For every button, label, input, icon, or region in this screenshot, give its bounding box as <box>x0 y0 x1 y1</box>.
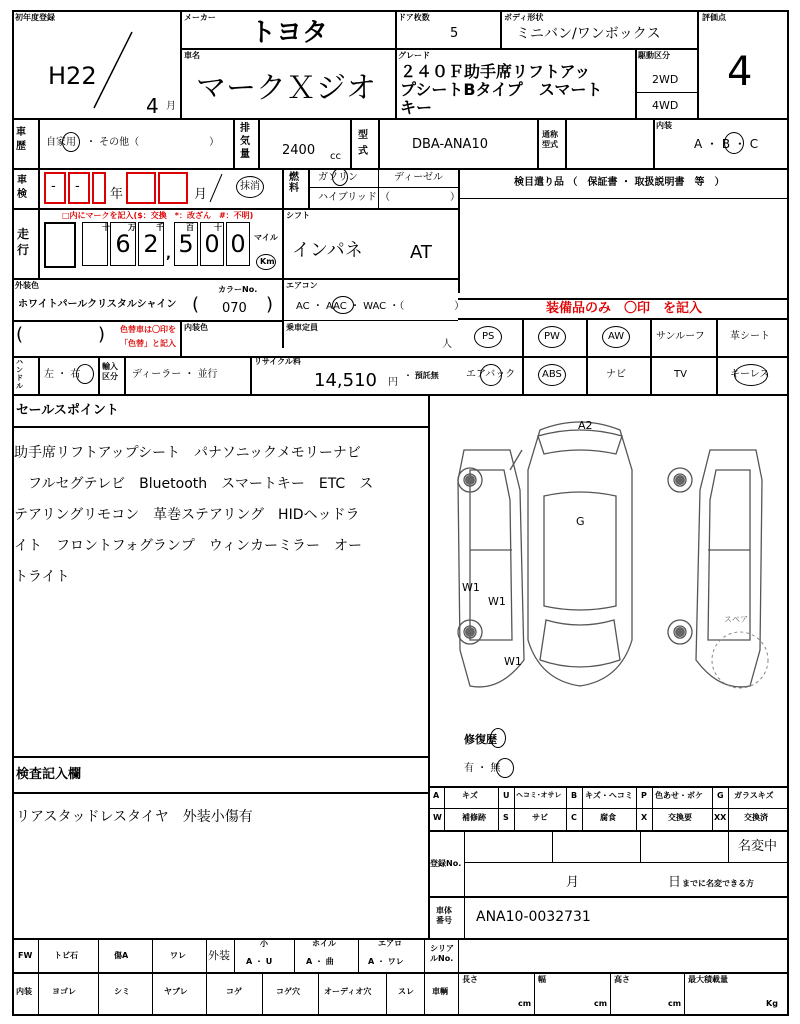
selection-circle <box>538 364 566 386</box>
chassis-value: ANA10-0032731 <box>476 909 591 925</box>
drive-4wd[interactable]: 4WD <box>652 99 679 112</box>
first-reg-month: 4 <box>146 94 159 118</box>
divider <box>640 830 641 862</box>
divider <box>308 187 458 188</box>
equip-navi[interactable]: ナビ <box>606 369 626 380</box>
divider <box>38 208 40 278</box>
selection-circle <box>332 296 354 314</box>
divider <box>350 118 352 168</box>
divider <box>458 938 459 1016</box>
recycle-unit: 円 <box>388 377 398 388</box>
shift-type: AT <box>410 242 432 263</box>
bottom-item: オーディオ穴 <box>324 987 372 996</box>
recycle-deposit[interactable]: ・ 預託無 <box>404 371 439 380</box>
selection-circle <box>496 758 514 778</box>
grade-line2: プシートBタイプ スマート <box>400 80 603 99</box>
selection-circle <box>76 364 94 384</box>
legend-text: キズ・ヘコミ <box>585 791 633 800</box>
divider <box>728 830 729 862</box>
shaken-box <box>126 172 156 204</box>
recycle-label: リサイクル料 <box>254 357 301 366</box>
divider <box>428 830 789 832</box>
capacity-unit: 人 <box>442 339 452 350</box>
divider <box>12 426 428 428</box>
interior-label: 内装 <box>656 121 672 130</box>
divider <box>378 118 380 168</box>
wheel-options[interactable]: A ・ 曲 <box>306 957 334 966</box>
ext-label: 外装 <box>208 949 230 962</box>
drive-2wd[interactable]: 2WD <box>652 73 679 86</box>
selection-circle <box>236 176 264 198</box>
sales-line: トライト <box>14 569 70 585</box>
divider <box>308 168 310 208</box>
color-no-label: カラーNo. <box>218 285 258 294</box>
divider <box>635 92 697 93</box>
month-unit: 月 <box>166 101 176 112</box>
odometer-digit: 0 <box>226 222 250 266</box>
ext-color-label: 外装色 <box>15 281 39 290</box>
import-label: 輸入区分 <box>102 362 118 381</box>
name-change-label: 名変中 <box>738 839 778 854</box>
divider <box>534 972 535 1016</box>
legend-text: 補修跡 <box>462 813 486 822</box>
small-options[interactable]: A ・ U <box>246 957 273 966</box>
divider <box>12 320 282 322</box>
serial-label: シリアルNo. <box>430 944 454 963</box>
body-value: ミニバン/ワンボックス <box>516 26 661 42</box>
divider <box>428 808 789 809</box>
divider <box>565 118 567 168</box>
divider <box>653 118 655 168</box>
digit-unit: 万 <box>128 223 136 232</box>
divider <box>206 938 207 1016</box>
divider <box>12 208 458 210</box>
reg-month: 月 <box>566 875 580 890</box>
divider <box>635 48 637 118</box>
repair-options[interactable]: 有 ・ 無 <box>464 763 501 774</box>
legend-text: 交換要 <box>668 813 692 822</box>
divider <box>464 830 465 896</box>
shaken-dash: - <box>75 179 80 194</box>
cm-unit: cm <box>594 999 608 1008</box>
shaken-expired[interactable]: 抹消 <box>240 181 260 192</box>
selection-circle <box>734 364 768 386</box>
small-label: 小 <box>260 939 268 948</box>
divider <box>424 938 425 1016</box>
usage-label: 車歴 <box>16 127 26 152</box>
reg-day: 日 <box>668 875 682 890</box>
fuel-hybrid[interactable]: ハイブリッド <box>318 192 377 203</box>
divider <box>636 786 637 830</box>
sales-points-body <box>14 442 426 597</box>
divider <box>498 786 499 830</box>
legend-text: 色あせ・ボケ <box>655 791 703 800</box>
shift-position: インパネ <box>292 240 363 261</box>
drive-label: 駆動区分 <box>638 51 670 60</box>
legend-code: C <box>571 813 577 822</box>
divider <box>282 168 284 208</box>
divider <box>180 48 697 50</box>
divider <box>464 862 789 863</box>
divider <box>12 278 458 280</box>
comma: , <box>166 247 171 262</box>
divider <box>318 972 319 1016</box>
int-label: 内装 <box>16 987 32 996</box>
kg-unit: Kg <box>766 999 778 1008</box>
fuel-gas[interactable]: ガソリン <box>318 172 358 183</box>
legend-code: A <box>433 791 440 800</box>
divider <box>124 356 126 394</box>
paren-right: ) <box>98 324 106 345</box>
shaken-box <box>158 172 188 204</box>
bottom-item: トビ石 <box>54 951 78 960</box>
legend-code: S <box>503 813 509 822</box>
handle-label: ハンドル <box>16 358 23 390</box>
mileage-mark-box[interactable] <box>44 222 76 268</box>
divider <box>395 10 397 118</box>
equip-leather[interactable]: 革シート <box>730 331 770 342</box>
interior-grades[interactable]: A ・ B ・ C <box>694 137 759 151</box>
grade-line1: ２４０Ｆ助手席リフトアッ <box>400 62 591 81</box>
legend-code: G <box>717 791 724 800</box>
paren-left: ( <box>192 294 200 315</box>
divider <box>428 896 789 898</box>
selection-circle <box>538 326 566 348</box>
divider <box>38 118 40 168</box>
first-reg-era: H22 <box>48 62 97 90</box>
equip-airbag[interactable]: エアバック <box>466 369 516 380</box>
divider <box>386 972 387 1016</box>
fuel-label: 燃料 <box>289 172 299 194</box>
bottom-item: 傷A <box>114 951 129 960</box>
divider <box>552 830 553 862</box>
divider <box>282 320 458 321</box>
damage-mark-a2: A2 <box>578 419 593 432</box>
legend-code: B <box>571 791 578 800</box>
shaken-label: 車検 <box>17 175 27 200</box>
bottom-item: ワレ <box>170 951 186 960</box>
cm-unit: cm <box>518 999 532 1008</box>
divider <box>428 786 789 788</box>
divider <box>294 938 295 972</box>
odometer-digit: 0 <box>200 222 224 266</box>
divider <box>537 118 539 168</box>
digit-unit: 十 <box>102 223 110 232</box>
equip-abs[interactable]: ABS <box>542 369 562 380</box>
equip-aw[interactable]: AW <box>608 331 625 342</box>
aero-options[interactable]: A ・ ワレ <box>368 957 404 966</box>
divider <box>582 786 583 830</box>
ac-label: エアコン <box>286 281 318 290</box>
int-color-label: 内装色 <box>184 323 208 332</box>
sales-line: 助手席リフトアップシート パナソニックメモリーナビ <box>14 445 361 461</box>
mileage-label: 走行 <box>17 227 30 257</box>
fuel-other: （ ） <box>380 192 460 203</box>
divider <box>458 318 789 320</box>
divider <box>38 168 40 208</box>
legend-text: ガラスキズ <box>734 791 774 800</box>
mileage-note: □内にマークを記入($：交換 *：改ざん #：不明) <box>62 211 254 220</box>
equip-keyless[interactable]: キーレス <box>730 369 770 380</box>
color-change-note: 「色替」と記入 <box>120 339 176 348</box>
damage-mark-w1: W1 <box>488 595 506 608</box>
bottom-item: ヤブレ <box>164 987 188 996</box>
divider <box>38 356 40 394</box>
digit-unit: 千 <box>156 223 164 232</box>
dims-label: 車輌 <box>432 987 448 996</box>
selection-circle <box>602 326 630 348</box>
divider <box>728 786 729 830</box>
legend-text: 交換済 <box>744 813 768 822</box>
disp-label: 排気量 <box>240 123 250 160</box>
damage-mark-g: G <box>576 515 585 528</box>
odometer-digit: 6 <box>110 222 136 266</box>
legend-text: 腐食 <box>600 813 616 822</box>
length-label: 長さ <box>462 975 478 984</box>
divider <box>98 938 99 1016</box>
divider <box>12 792 428 794</box>
sales-line: イト フロントフォグランプ ウィンカーミラー オー <box>14 538 363 554</box>
legend-text: ヘコミ･オサレ <box>516 791 562 799</box>
divider <box>464 896 465 938</box>
divider <box>233 118 235 168</box>
divider <box>258 118 260 168</box>
divider <box>152 938 153 1016</box>
selection-circle <box>332 168 348 186</box>
divider <box>180 10 182 118</box>
damage-mark-w1: W1 <box>462 581 480 594</box>
shift-label: シフト <box>286 211 310 220</box>
divider <box>98 356 100 394</box>
divider <box>428 394 430 938</box>
selection-circle <box>480 364 502 386</box>
fw-label: FW <box>18 951 33 960</box>
legend-text: キズ <box>462 791 478 800</box>
legend-text: サビ <box>532 813 548 822</box>
divider <box>697 10 699 118</box>
ext-color-name: ホワイトパールクリスタルシャイン <box>18 299 177 310</box>
shaken-month-unit: 月 <box>194 187 208 202</box>
selection-circle <box>724 132 744 154</box>
divider <box>610 972 611 1016</box>
shaken-dash: - <box>51 179 56 194</box>
legend-code: P <box>641 791 647 800</box>
slash-mark <box>90 30 140 110</box>
disp-value: 2400 <box>282 143 316 158</box>
digit-unit: 百 <box>186 223 194 232</box>
car-name-value: マークＸジオ <box>196 71 376 106</box>
unit-mile[interactable]: マイル <box>254 233 278 242</box>
doors-label: ドア枚数 <box>398 13 430 22</box>
disp-unit: cc <box>330 151 341 162</box>
legend-code: U <box>503 791 510 800</box>
spare-label: スペア <box>724 615 748 624</box>
divider <box>458 198 789 199</box>
paren-left: ( <box>16 324 24 345</box>
car-name-label: 車名 <box>184 51 200 60</box>
inspector-title: 検査記入欄 <box>16 767 82 782</box>
divider <box>12 168 789 170</box>
doors-value: 5 <box>450 26 459 41</box>
score-value: 4 <box>727 49 753 95</box>
usage-options[interactable]: 自家用 ・ その他（ ） <box>46 137 220 148</box>
max-load-label: 最大積載量 <box>688 975 728 984</box>
digit-unit: 十 <box>214 223 222 232</box>
common-label: 通称型式 <box>542 130 558 149</box>
unit-km[interactable]: Km <box>260 257 275 266</box>
divider <box>712 786 713 830</box>
divider <box>12 118 789 120</box>
paren-right: ) <box>266 294 274 315</box>
bottom-item: コゲ穴 <box>276 987 300 996</box>
damage-mark-w1: W1 <box>504 655 522 668</box>
grade-label: グレード <box>398 51 430 60</box>
legend-code: X <box>641 813 648 822</box>
equip-sunroof[interactable]: サンルーフ <box>656 331 705 342</box>
repair-title: 修復歴 <box>464 733 497 746</box>
color-no-value: 070 <box>222 301 247 316</box>
aero-label: エアロ <box>378 939 402 948</box>
divider <box>566 786 567 830</box>
grade-line3: キー <box>400 98 433 117</box>
fuel-diesel[interactable]: ディーゼル <box>394 172 443 183</box>
maker-label: メーカー <box>184 13 216 22</box>
equipment-title: 装備品のみ 〇印 を記入 <box>546 301 703 316</box>
divider <box>180 320 182 356</box>
inspector-note: リアスタッドレスタイヤ 外装小傷有 <box>16 809 253 825</box>
divider <box>514 786 515 830</box>
selection-circle <box>474 326 502 348</box>
model-label: 型式 <box>358 130 368 157</box>
divider <box>378 168 379 208</box>
equip-tv[interactable]: TV <box>674 369 687 380</box>
legend-code: XX <box>714 813 727 822</box>
divider <box>458 298 789 300</box>
bottom-item: ヨゴレ <box>52 987 76 996</box>
reg-no-label: 登録No. <box>430 859 462 868</box>
odometer-digit: 2 <box>138 222 164 266</box>
divider <box>684 972 685 1016</box>
shaken-box <box>92 172 106 204</box>
selection-circle <box>256 254 276 270</box>
divider <box>234 938 235 972</box>
equip-pw[interactable]: PW <box>544 331 560 342</box>
divider <box>262 972 263 1016</box>
handle-options[interactable]: 左 ・ 右 <box>44 369 81 380</box>
divider <box>500 10 502 50</box>
sales-line: テアリングリモコン 革巻ステアリング HIDヘッドラ <box>14 507 360 523</box>
height-label: 高さ <box>614 975 630 984</box>
selection-circle <box>62 132 80 152</box>
width-label: 幅 <box>538 975 546 984</box>
divider <box>458 168 460 293</box>
recycle-value: 14,510 <box>314 370 377 391</box>
body-label: ボディ形状 <box>504 13 544 22</box>
equip-ps[interactable]: PS <box>482 331 495 342</box>
reg-deadline: までに名変できる方 <box>682 879 754 888</box>
divider <box>12 972 789 974</box>
divider <box>444 786 445 830</box>
bottom-item: コゲ <box>226 987 242 996</box>
selection-circle <box>490 728 506 748</box>
color-change-note: 色替車は〇印を <box>120 325 176 334</box>
wheel-label: ホイル <box>312 939 336 948</box>
chassis-label: 車体番号 <box>436 906 452 925</box>
divider <box>12 394 789 396</box>
divider <box>12 756 428 758</box>
ac-options[interactable]: AC ・ AAC ・ WAC ・（ ） <box>296 301 465 312</box>
divider <box>12 356 458 358</box>
model-value: DBA-ANA10 <box>412 137 488 152</box>
first-reg-label: 初年度登録 <box>15 13 55 22</box>
score-label: 評価点 <box>702 13 726 22</box>
bottom-item: スレ <box>398 987 414 996</box>
bottom-item: シミ <box>114 987 130 996</box>
maker-value: トヨタ <box>250 18 329 48</box>
cm-unit: cm <box>668 999 682 1008</box>
divider <box>358 938 359 972</box>
divider <box>38 938 39 1016</box>
divider <box>458 356 789 358</box>
legend-code: W <box>433 813 442 822</box>
sales-line: フルセグテレビ Bluetooth スマートキー ETC ス <box>14 476 374 492</box>
divider <box>250 356 252 394</box>
odometer-digit: 5 <box>174 222 198 266</box>
divider <box>652 786 653 830</box>
slash-mark <box>206 172 226 204</box>
import-options[interactable]: ディーラー ・ 並行 <box>132 369 218 380</box>
shaken-year-unit: 年 <box>110 187 124 202</box>
sales-points-title: セールスポイント <box>16 403 119 418</box>
capacity-label: 乗車定員 <box>286 323 318 332</box>
car-damage-diagram <box>440 410 780 710</box>
docs-title: 検目遣り品 （ 保証書 ・ 取扱説明書 等 ） <box>514 177 725 188</box>
